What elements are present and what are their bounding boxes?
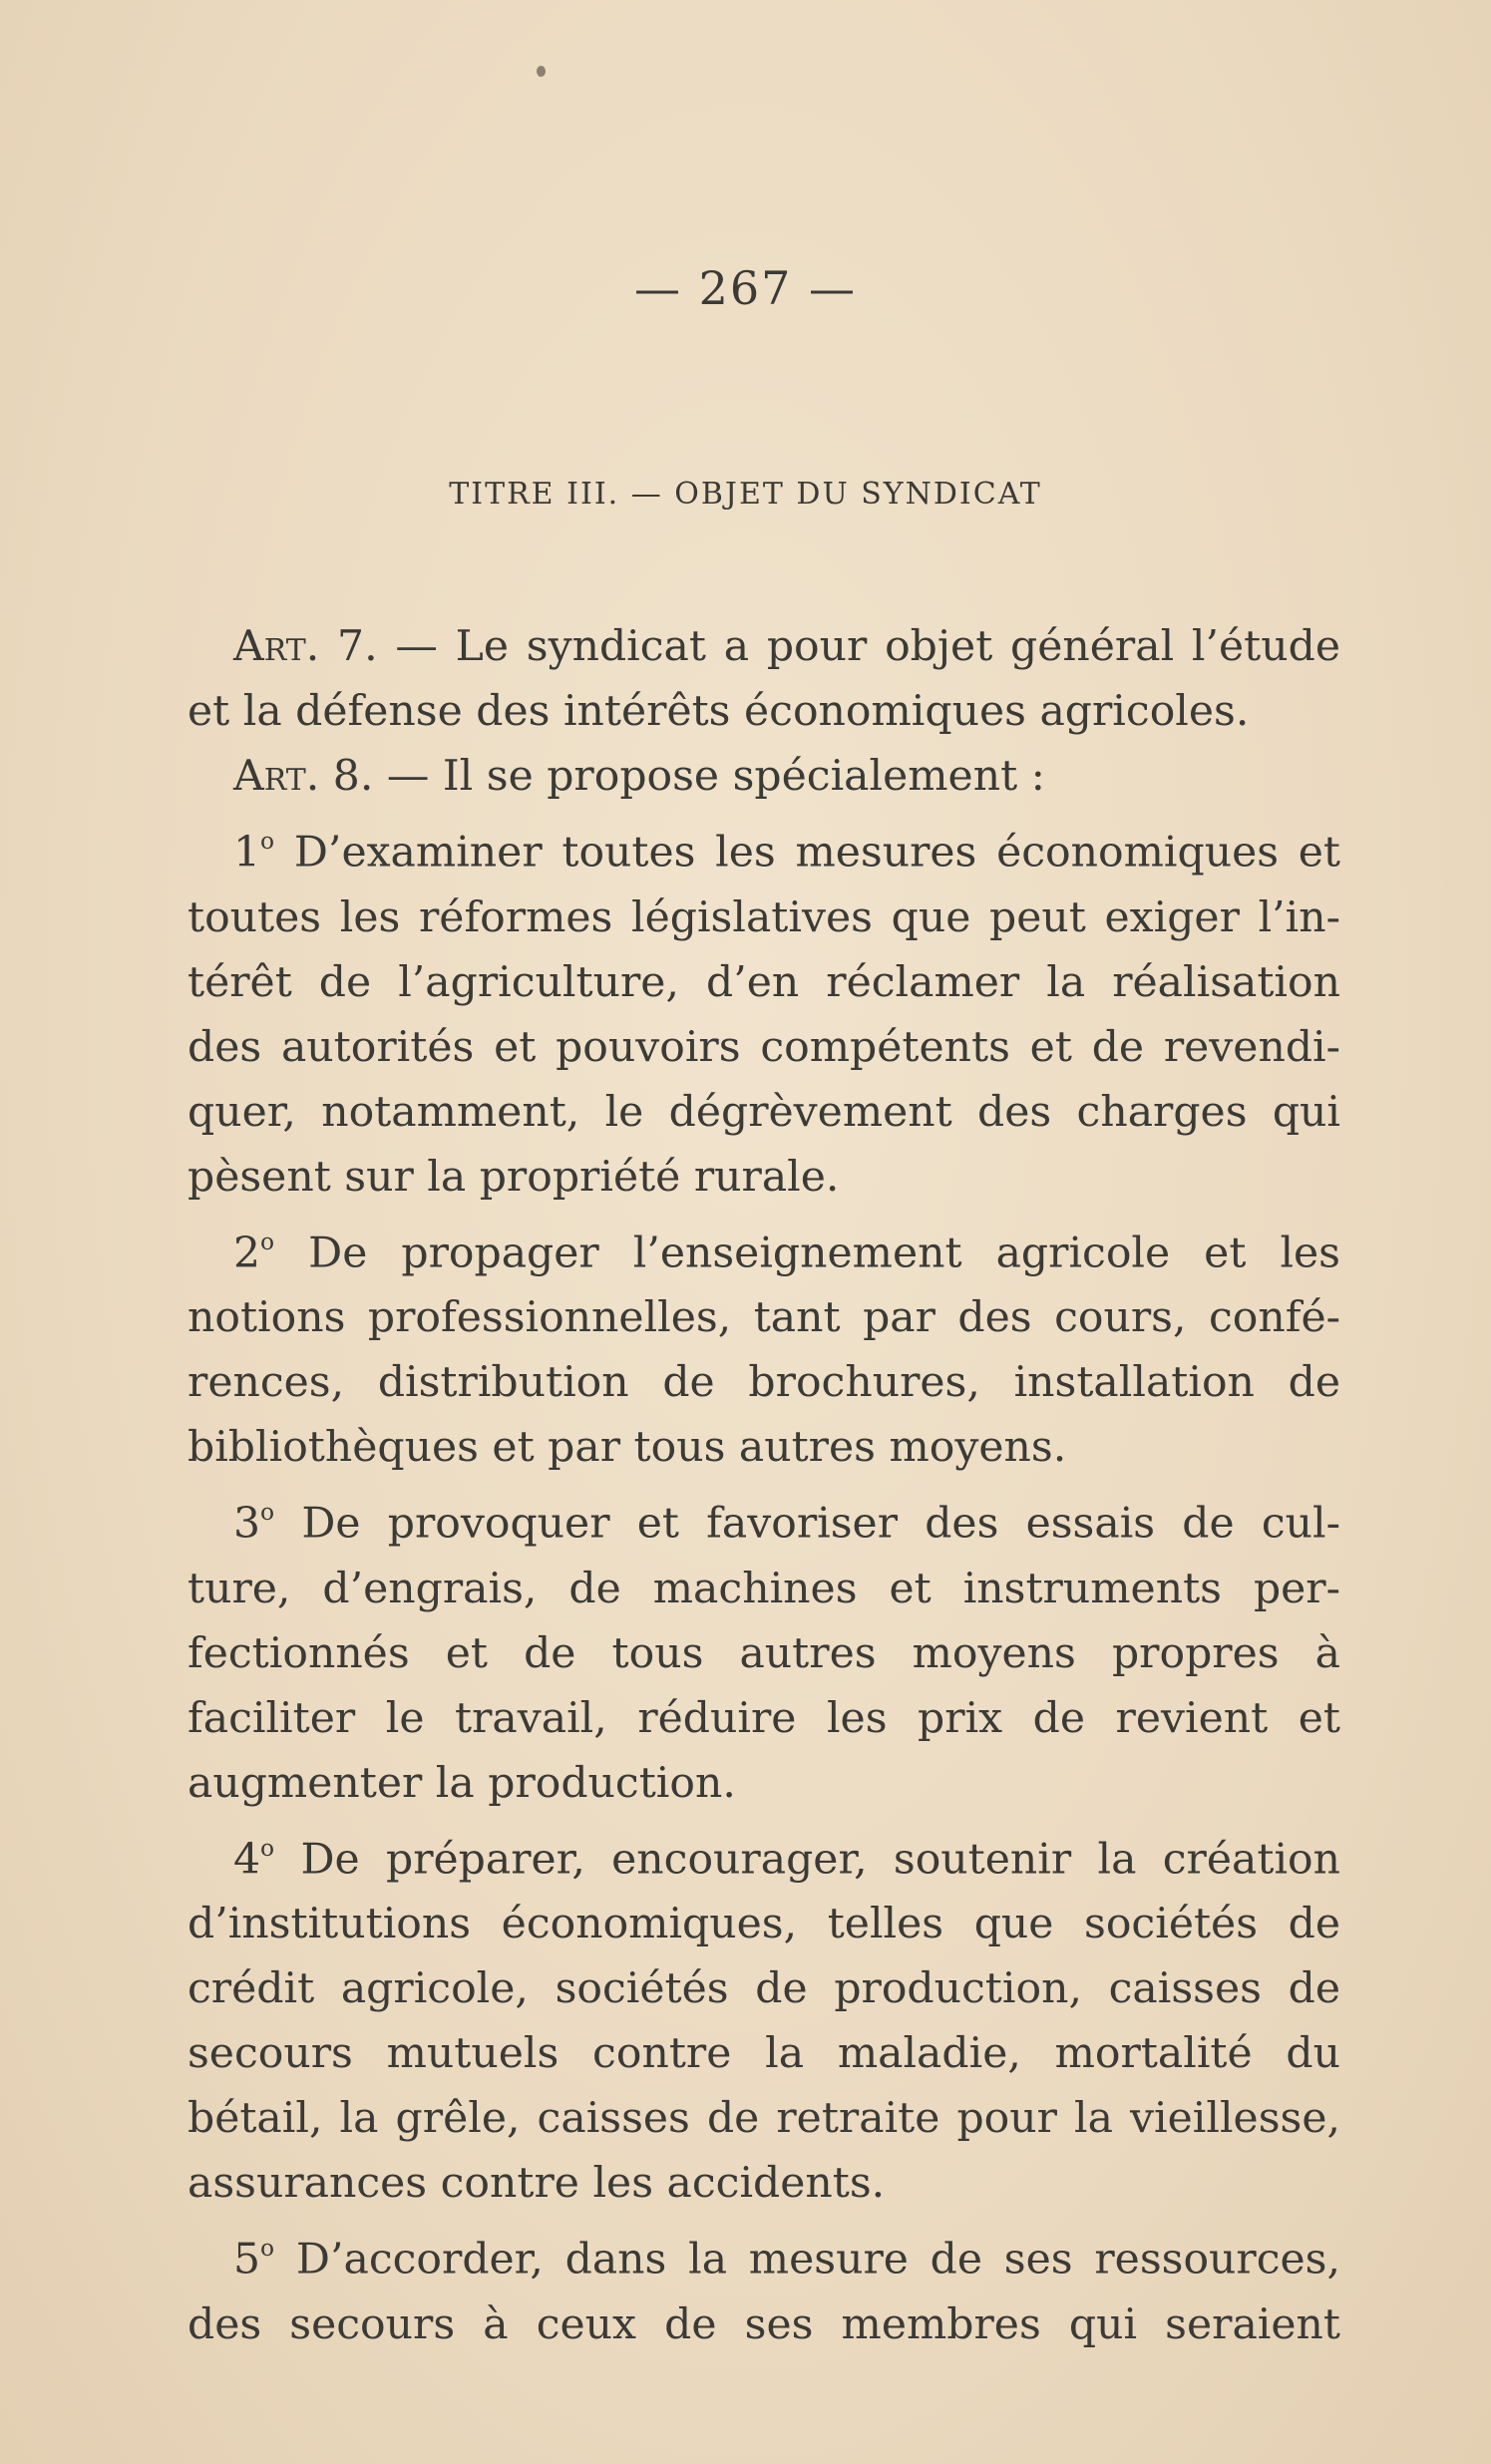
item-5-line-2: des secours à ceux de ses membres qui seraient: [187, 2299, 1340, 2349]
item-4-line-5: bétail, la grêle, caisses de retraite pour la vieillesse,: [187, 2094, 1340, 2144]
item-4: [187, 1816, 1340, 2217]
item-number: 1: [233, 828, 261, 878]
item-1-line-5: quer, notamment, le dégrèvement des charges qui: [187, 1087, 1340, 1137]
item-1-line-6: pèsent sur la propriété rurale.: [187, 1152, 840, 1202]
article-7: [187, 614, 1340, 744]
page-number: — 267 —: [633, 261, 858, 315]
item-5-line-1: 5$^o$ D’accorder, dans la mesure de ses ressources,: [233, 2234, 1340, 2285]
item-1-line-2: toutes les réformes législatives que peut exiger l’in-: [187, 892, 1340, 942]
ordinal-mark: o: [260, 827, 275, 855]
item-number: 3: [233, 1499, 261, 1549]
item-3-line-4: faciliter le travail, réduire les prix de revient et: [187, 1693, 1340, 1743]
item-2-line-3: rences, distribution de brochures, installation de: [187, 1358, 1340, 1408]
item-3-line-5: augmenter la production.: [187, 1758, 736, 1808]
article-number: . 8.: [305, 752, 374, 801]
item-2-line-1: 2$^o$ De propager l’enseignement agricole et les: [233, 1227, 1340, 1278]
article-label: Art: [233, 622, 306, 671]
ink-speck: [537, 66, 546, 77]
ordinal-mark: o: [260, 2234, 275, 2263]
item-3-line-1: 3$^o$ De provoquer et favoriser des essais de cul-: [233, 1498, 1340, 1549]
item-4-line-2: d’institutions économiques, telles que sociétés de: [187, 1900, 1340, 1949]
item-5: [187, 2216, 1340, 2357]
item-3-line-2: ture, d’engrais, de machines et instruments per-: [187, 1564, 1340, 1613]
body-text: [187, 614, 1340, 2357]
article-7-line-2: et la défense des intérêts économiques agricoles.: [187, 687, 1250, 736]
article-label: Art: [233, 752, 306, 801]
item-2-line-4: bibliothèques et par tous autres moyens.: [187, 1423, 1067, 1473]
item-1-line-4: des autorités et pouvoirs compétents et de revendi-: [187, 1022, 1340, 1072]
item-3-line-3: fectionnés et de tous autres moyens propres à: [187, 1628, 1340, 1678]
item-4-line-6: assurances contre les accidents.: [187, 2159, 886, 2209]
item-2-line-2: notions professionnelles, tant par des cours, confé-: [187, 1293, 1340, 1343]
article-7-line-1: Art. 7. — Le syndicat a pour objet général l’étude: [233, 622, 1340, 671]
article-8-line-1: Art. 8. — Il se propose spécialement :: [233, 752, 1045, 801]
item-1-line-1: 1$^o$ D’examiner toutes les mesures économiques et: [233, 827, 1340, 878]
item-number: 2: [233, 1229, 261, 1278]
article-8: [187, 744, 1340, 809]
item-4-line-1: 4$^o$ De préparer, encourager, soutenir la création: [233, 1833, 1340, 1885]
item-4-line-4: secours mutuels contre la maladie, mortalité du: [187, 2029, 1340, 2079]
item-2: [187, 1210, 1340, 1481]
article-number: . 7.: [305, 622, 378, 671]
item-1-line-3: térêt de l’agriculture, d’en réclamer la réalisation: [187, 957, 1340, 1007]
item-4-line-3: crédit agricole, sociétés de production, caisses de: [187, 1964, 1340, 2014]
ordinal-mark: o: [260, 1498, 275, 1527]
section-title: TITRE III. — OBJET DU SYNDICAT: [449, 477, 1042, 512]
ordinal-mark: o: [260, 1227, 275, 1255]
item-1: [187, 809, 1340, 1210]
item-number: 5: [233, 2235, 261, 2285]
item-number: 4: [233, 1835, 261, 1885]
item-3: [187, 1480, 1340, 1816]
ordinal-mark: o: [260, 1833, 275, 1862]
